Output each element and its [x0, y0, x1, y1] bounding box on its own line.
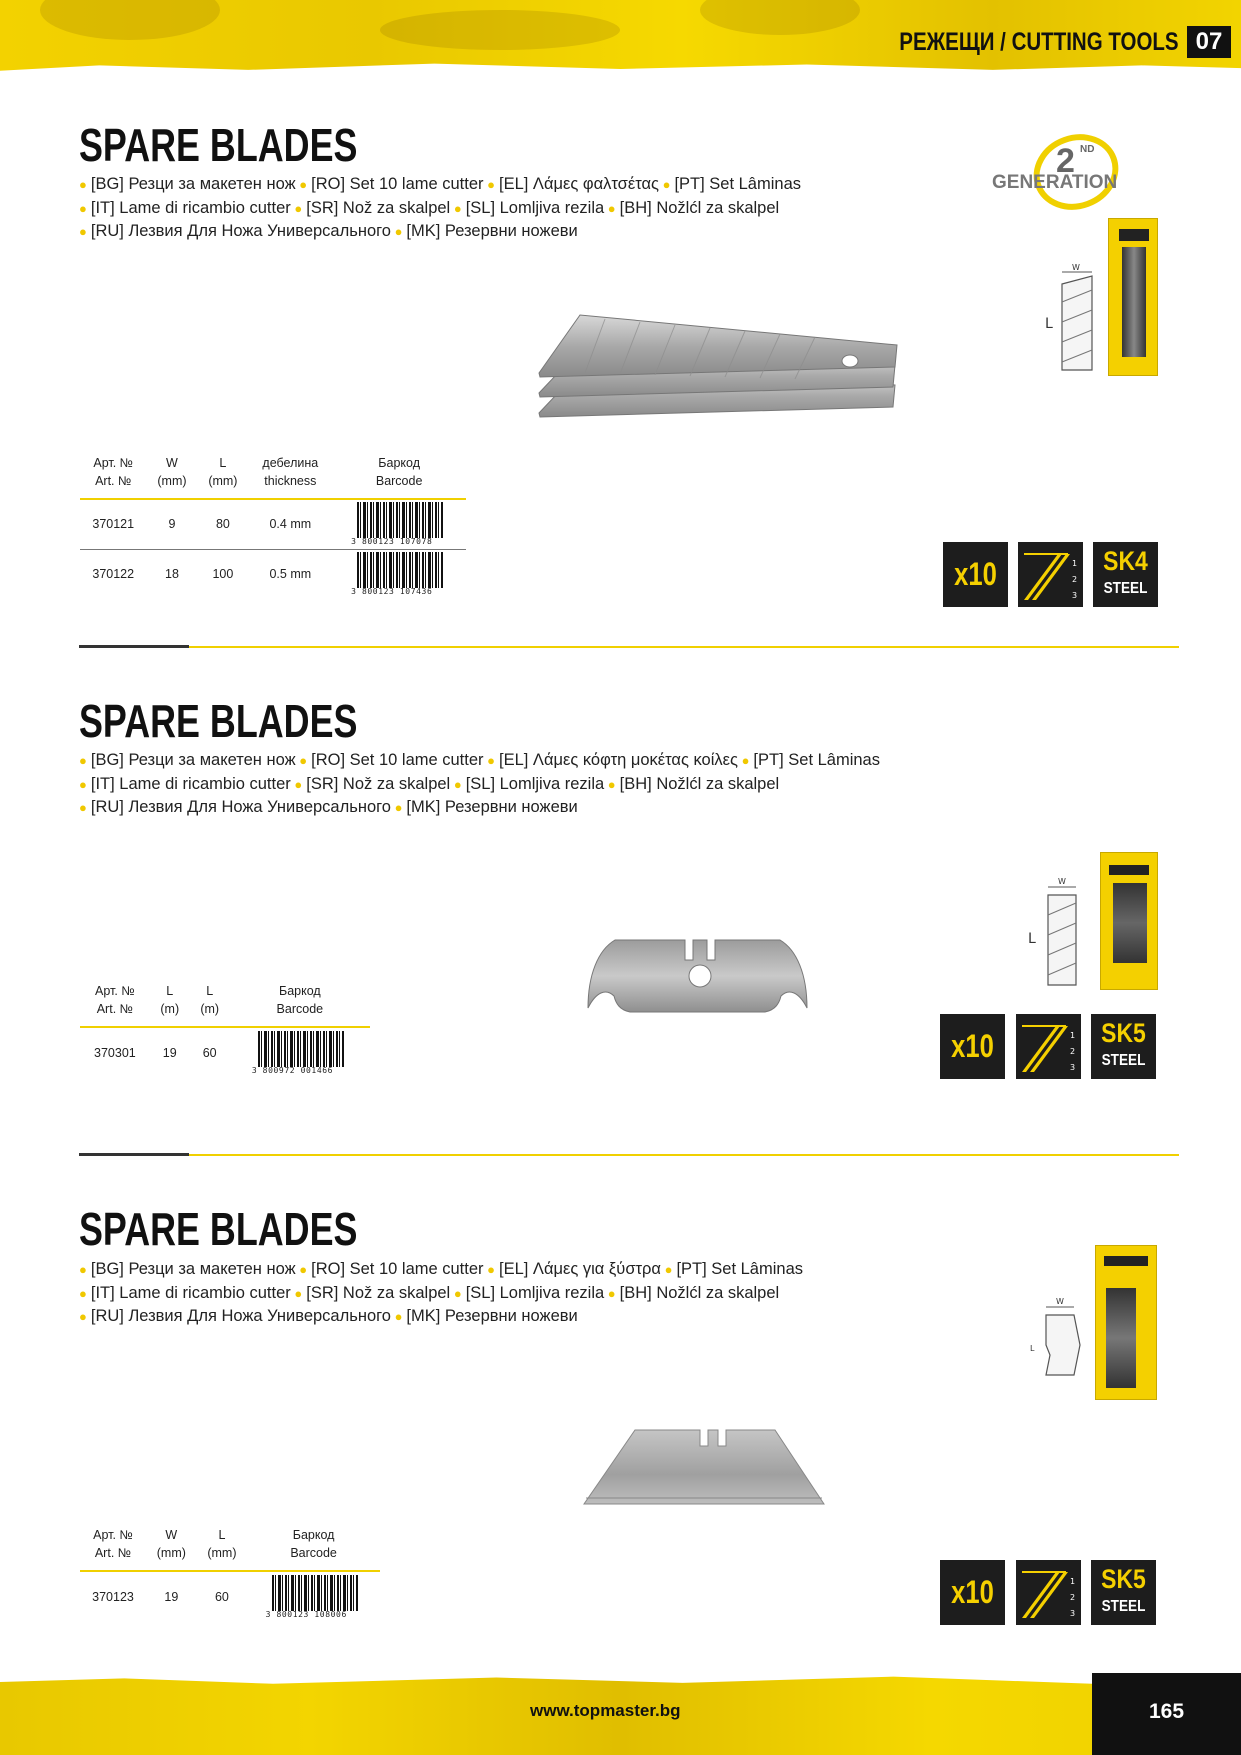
language-line: ● [RU] Лезвия Для Ножа Универсального ● [MK] Резервни ножеви	[79, 1307, 578, 1325]
product-package	[1100, 852, 1158, 990]
bullet-separator: ●	[450, 776, 462, 792]
technical-drawing	[1040, 262, 1100, 377]
length-label: L	[1030, 1344, 1035, 1353]
technical-drawing	[1020, 1295, 1090, 1395]
table-row	[80, 499, 466, 549]
bullet-separator: ●	[483, 753, 495, 768]
quantity-badge: x10	[940, 1014, 1005, 1079]
spec-table	[80, 1526, 380, 1621]
spec-table	[80, 982, 370, 1077]
article-number: 370123	[92, 1589, 134, 1604]
barcode-cell	[332, 549, 466, 599]
col-header: Баркод Barcode	[276, 984, 324, 1016]
width-label: W	[1058, 877, 1066, 886]
bullet-separator: ●	[295, 753, 308, 768]
section-divider	[79, 1154, 1179, 1156]
width-value: 19	[164, 1589, 179, 1604]
spec-table	[80, 454, 466, 599]
thickness-value: 0.4 mm	[269, 517, 312, 532]
article-number: 370301	[94, 1045, 136, 1060]
bullet-separator: ●	[604, 776, 616, 792]
bullet-separator: ●	[660, 1262, 673, 1277]
bullet-separator: ●	[604, 1285, 616, 1301]
chapter-number: 07	[1187, 26, 1231, 58]
svg-text:3: 3	[1070, 1063, 1076, 1072]
blade-image	[585, 930, 810, 1020]
barcode-cell	[247, 1571, 380, 1621]
col-header: W (mm)	[157, 456, 187, 488]
language-line: ● [RU] Лезвия Для Ножа Универсального ● [MK] Резервни ножеви	[79, 222, 578, 240]
barcode-cell	[230, 1027, 370, 1077]
page-number: 165	[1148, 1700, 1185, 1723]
segment-icon	[1016, 1560, 1081, 1625]
length-value: 60	[202, 1045, 217, 1060]
col-header: Баркод Barcode	[375, 456, 423, 488]
col-header: Арт. № Art. №	[93, 1528, 133, 1560]
svg-text:3: 3	[1072, 591, 1078, 600]
language-line: ● [BG] Резци за макетен нож ● [RO] Set 10 lame cutter ● [EL] Λάμες κόφτη μοκέτας κοίλες ● [PT] Set Lâminas	[79, 751, 880, 769]
bullet-separator: ●	[658, 177, 671, 192]
bullet-separator: ●	[290, 200, 303, 216]
website-url[interactable]: www.topmaster.bg	[530, 1701, 681, 1720]
language-names	[79, 1258, 803, 1329]
section-divider	[79, 646, 1179, 648]
language-names	[79, 749, 880, 820]
width-value: 18	[146, 549, 197, 599]
quantity-badge: x10	[940, 1560, 1005, 1625]
col-header: L (m)	[160, 984, 180, 1016]
language-line: ● [IT] Lame di ricambio cutter ● [SR] Nož za skalpel ● [SL] Lomljiva rezila ● [BH] Nožlćl za skalpel	[79, 198, 780, 217]
table-row	[80, 1027, 370, 1077]
col-header: Баркод Barcode	[290, 1528, 337, 1560]
steel-grade-badge: SK4 STEEL	[1093, 542, 1158, 607]
width-value: 9	[168, 517, 176, 532]
length-label: L	[1045, 316, 1053, 332]
col-header: Арт. № Art. №	[95, 984, 135, 1016]
bullet-separator: ●	[290, 776, 303, 792]
bullet-separator: ●	[390, 1309, 403, 1324]
bullet-separator: ●	[295, 177, 308, 192]
texture-decoration	[380, 10, 620, 50]
barcode-cell	[332, 499, 466, 549]
product-package	[1095, 1245, 1157, 1400]
language-line: ● [RU] Лезвия Для Ножа Универсального ● [MK] Резервни ножеви	[79, 798, 578, 816]
bullet-separator: ●	[483, 1262, 495, 1277]
length-value: 80	[215, 517, 230, 532]
article-number: 370122	[80, 549, 146, 599]
col-header: L (mm)	[207, 1528, 237, 1560]
col-header: дебелина thickness	[262, 456, 319, 488]
col-header: L (mm)	[208, 456, 238, 488]
bullet-separator: ●	[295, 1262, 308, 1277]
bullet-separator: ●	[450, 200, 462, 216]
bullet-separator: ●	[390, 800, 403, 815]
bullet-separator: ●	[450, 1285, 462, 1301]
steel-grade-badge: SK5 STEEL	[1091, 1014, 1156, 1079]
svg-text:2: 2	[1070, 1593, 1076, 1602]
section-title: SPARE BLADES	[79, 695, 358, 747]
barcode: 3 800123 108006	[266, 1575, 362, 1619]
svg-text:2: 2	[1072, 575, 1078, 584]
language-line: ● [IT] Lame di ricambio cutter ● [SR] Nož za skalpel ● [SL] Lomljiva rezila ● [BH] Nožlćl za skalpel	[79, 774, 780, 793]
length-value: 19	[162, 1045, 177, 1060]
article-number: 370121	[92, 517, 135, 532]
product-package	[1108, 218, 1158, 376]
svg-text:1: 1	[1070, 1031, 1076, 1040]
length-value: 100	[197, 549, 248, 599]
bullet-separator: ●	[604, 200, 616, 216]
svg-text:2: 2	[1070, 1047, 1076, 1056]
steel-grade-badge: SK5 STEEL	[1091, 1560, 1156, 1625]
texture-decoration	[40, 0, 220, 40]
blade-image	[580, 1420, 830, 1510]
quantity-badge: x10	[943, 542, 1008, 607]
table-row	[80, 1571, 380, 1621]
bullet-separator: ●	[390, 224, 403, 239]
width-label: W	[1072, 263, 1080, 272]
barcode: 3 800123 107078	[351, 502, 447, 546]
barcode: 3 800123 107436	[351, 552, 447, 596]
generation-word: GENERATION	[992, 172, 1118, 193]
thickness-value: 0.5 mm	[248, 549, 332, 599]
language-line: ● [IT] Lame di ricambio cutter ● [SR] Nož za skalpel ● [SL] Lomljiva rezila ● [BH] Nožlćl za skalpel	[79, 1283, 780, 1302]
technical-drawing	[1020, 875, 1080, 990]
length-value: 60	[214, 1589, 229, 1604]
svg-text:1: 1	[1070, 1577, 1076, 1586]
svg-text:3: 3	[1070, 1609, 1076, 1618]
col-header: L (m)	[200, 984, 220, 1016]
svg-text:1: 1	[1072, 559, 1078, 568]
bullet-separator: ●	[290, 1285, 303, 1301]
barcode: 3 800972 001466	[252, 1031, 348, 1075]
header-torn-edge	[0, 60, 1241, 78]
length-label: L	[1028, 931, 1036, 947]
segment-icon	[1016, 1014, 1081, 1079]
section-title: SPARE BLADES	[79, 119, 358, 171]
language-line: ● [BG] Резци за макетен нож ● [RO] Set 10 lame cutter ● [EL] Λάμες φαλτσέτας ● [PT] Set Lâminas	[79, 175, 801, 193]
blade-image	[535, 305, 905, 420]
language-line: ● [BG] Резци за макетен нож ● [RO] Set 10 lame cutter ● [EL] Λάμες για ξύστρα ● [PT] Set Lâminas	[79, 1260, 803, 1278]
table-row	[80, 549, 466, 599]
section-title: SPARE BLADES	[79, 1203, 358, 1255]
col-header: Арт. № Art. №	[93, 456, 134, 488]
segment-icon	[1018, 542, 1083, 607]
generation-number: 2	[1056, 142, 1075, 180]
language-names	[79, 173, 801, 244]
texture-decoration	[700, 0, 860, 35]
bullet-separator: ●	[483, 177, 495, 192]
width-label: W	[1056, 1297, 1064, 1306]
generation-superscript: ND	[1080, 144, 1095, 155]
bullet-separator: ●	[737, 753, 750, 768]
chapter-label: РЕЖЕЩИ / CUTTING TOOLS	[899, 28, 1179, 56]
generation-logo	[990, 132, 1160, 212]
col-header: W (mm)	[156, 1528, 186, 1560]
